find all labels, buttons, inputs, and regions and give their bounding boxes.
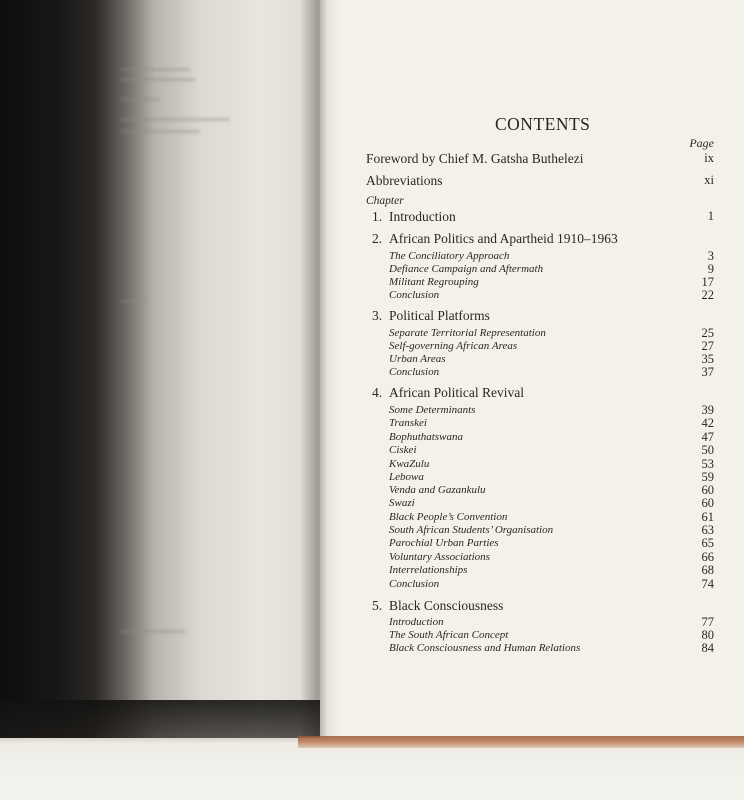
section-page: 27: [701, 339, 714, 353]
section-page: 77: [701, 615, 714, 629]
section-page: 61: [701, 510, 714, 524]
section-label: Black People’s Convention: [389, 511, 508, 523]
toc-section: [389, 366, 714, 379]
chapter-title: Political Platforms: [389, 308, 490, 323]
chapter-number: 1.: [372, 209, 383, 224]
toc-chapter-1: [372, 209, 714, 225]
toc-section: [389, 537, 714, 550]
toc-section: [389, 263, 714, 276]
toc-page: 1: [707, 209, 714, 223]
section-page: 25: [701, 326, 714, 340]
section-label: Some Determinants: [389, 404, 476, 416]
toc-row-foreword: [366, 151, 714, 167]
chapter-column-heading: Chapter: [366, 195, 404, 207]
section-label: Conclusion: [389, 366, 440, 378]
section-page: 63: [701, 523, 714, 537]
section-page: 9: [707, 262, 714, 276]
toc-chapter-3: [372, 308, 714, 324]
toc-section: [389, 353, 714, 366]
toc-section: [389, 471, 714, 484]
toc-chapter-4: [372, 385, 714, 401]
section-label: Urban Areas: [389, 353, 446, 365]
section-page: 60: [701, 483, 714, 497]
section-label: The Conciliatory Approach: [389, 250, 510, 262]
section-label: Self-governing African Areas: [389, 340, 518, 352]
section-label: Swazi: [389, 497, 415, 509]
section-page: 22: [701, 288, 714, 302]
section-label: Parochial Urban Parties: [389, 537, 499, 549]
toc-label: Foreword by Chief M. Gatsha Buthelezi: [366, 151, 584, 166]
section-page: 17: [701, 275, 714, 289]
section-page: 84: [701, 641, 714, 655]
section-page: 50: [701, 443, 714, 457]
section-label: Transkei: [389, 417, 427, 429]
section-page: 80: [701, 628, 714, 642]
section-label: Militant Regrouping: [389, 276, 479, 288]
chapter-title: African Political Revival: [389, 385, 524, 400]
toc-section: [389, 250, 714, 263]
book-cover-edge: [298, 736, 744, 748]
section-page: 37: [701, 365, 714, 379]
toc-section: [389, 431, 714, 444]
chapter-number: 5.: [372, 598, 383, 613]
section-label: Ciskei: [389, 444, 417, 456]
section-page: 65: [701, 536, 714, 550]
section-page: 53: [701, 457, 714, 471]
toc-row-abbreviations: [366, 173, 714, 189]
section-page: 3: [707, 249, 714, 263]
toc-section: [389, 289, 714, 302]
section-label: Separate Territorial Representation: [389, 327, 546, 339]
section-page: 39: [701, 403, 714, 417]
section-label: KwaZulu: [389, 458, 430, 470]
toc-chapter-5: [372, 598, 714, 614]
toc-page: ix: [704, 151, 714, 165]
toc-section: [389, 511, 714, 524]
toc-page: xi: [704, 173, 714, 187]
chapter-number: 4.: [372, 385, 383, 400]
book-gutter: [300, 0, 340, 740]
section-label: Introduction: [389, 616, 444, 628]
toc-section: [389, 564, 714, 577]
section-label: Black Consciousness and Human Relations: [389, 642, 581, 654]
section-page: 60: [701, 496, 714, 510]
toc-section: [389, 404, 714, 417]
section-label: Bophuthatswana: [389, 431, 463, 443]
section-page: 47: [701, 430, 714, 444]
chapter-title: African Politics and Apartheid 1910–1963: [389, 231, 618, 246]
toc-section: [389, 497, 714, 510]
section-label: Defiance Campaign and Aftermath: [389, 263, 544, 275]
chapter-title: Introduction: [389, 209, 456, 224]
toc-section: [389, 327, 714, 340]
section-label: Venda and Gazankulu: [389, 484, 486, 496]
chapter-number: 2.: [372, 231, 383, 246]
toc-section: [389, 417, 714, 430]
toc-section: [389, 642, 714, 655]
toc-section: [389, 551, 714, 564]
chapter-number: 3.: [372, 308, 383, 323]
toc-section: [389, 629, 714, 642]
section-label: Voluntary Associations: [389, 551, 490, 563]
section-label: Lebowa: [389, 471, 424, 483]
toc-chapter-2: [372, 231, 714, 247]
section-page: 35: [701, 352, 714, 366]
section-label: Conclusion: [389, 289, 440, 301]
section-page: 66: [701, 550, 714, 564]
section-page: 68: [701, 563, 714, 577]
toc-section: [389, 578, 714, 591]
section-page: 59: [701, 470, 714, 484]
section-page: 74: [701, 577, 714, 591]
toc-section: [389, 340, 714, 353]
page-title: CONTENTS: [495, 114, 591, 134]
section-page: 42: [701, 416, 714, 430]
toc-section: [389, 458, 714, 471]
toc-section: [389, 484, 714, 497]
section-label: Interrelationships: [389, 564, 468, 576]
left-page-ghost-text: [0, 0, 320, 740]
section-label: Conclusion: [389, 578, 440, 590]
page-column-heading: Page: [689, 136, 714, 150]
toc-section: [389, 444, 714, 457]
toc-section: [389, 276, 714, 289]
toc-section: [389, 524, 714, 537]
toc-label: Abbreviations: [366, 173, 443, 188]
toc-section: [389, 616, 714, 629]
chapter-title: Black Consciousness: [389, 598, 504, 613]
section-label: The South African Concept: [389, 629, 509, 641]
section-label: South African Students’ Organisation: [389, 524, 554, 536]
